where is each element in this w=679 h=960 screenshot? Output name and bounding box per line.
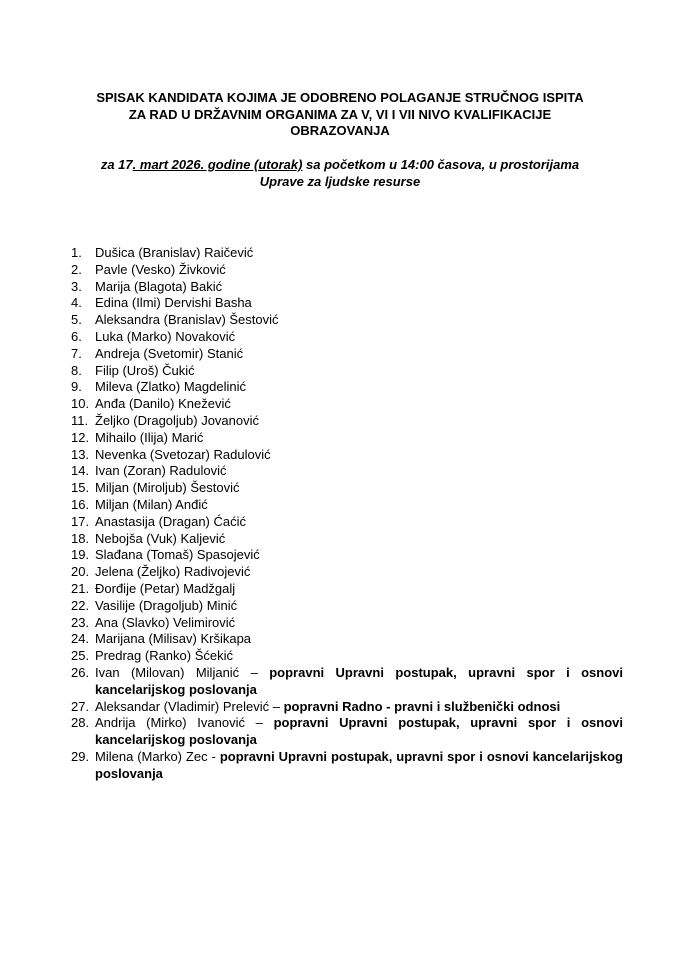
document-title	[40, 90, 640, 140]
candidate-name: Željko (Dragoljub) Jovanović	[95, 412, 260, 428]
list-item-content	[95, 531, 623, 548]
list-item-content	[95, 514, 623, 531]
subtitle-line-1	[40, 156, 640, 173]
list-item	[71, 363, 623, 380]
list-item-number: 8.	[71, 362, 82, 378]
list-item	[71, 631, 623, 648]
candidate-name: Aleksandra (Branislav) Šestović	[95, 312, 279, 328]
candidate-note: popravni Radno - pravni i službenički odnosi	[283, 698, 561, 714]
list-item-number: 9.	[71, 379, 82, 395]
candidate-name: Marijana (Milisav) Kršikapa	[95, 631, 252, 647]
list-item-number: 16.	[71, 496, 90, 512]
list-item-number: 11.	[71, 412, 89, 428]
list-item	[71, 715, 623, 749]
candidate-name: Aleksandar (Vladimir) Prelević –	[95, 698, 284, 714]
list-item-content	[95, 631, 623, 648]
title-line-2: ZA RAD U DRŽAVNIM ORGANIMA ZA V, VI I VII NIVO KVALIFIKACIJE	[128, 106, 552, 122]
list-item-content	[95, 295, 623, 312]
list-item-number: 4.	[71, 295, 82, 311]
title-line-3: OBRAZOVANJA	[290, 123, 390, 138]
list-item	[71, 531, 623, 548]
candidate-name: Marija (Blagota) Bakić	[95, 278, 223, 294]
candidate-name: Mileva (Zlatko) Magdelinić	[95, 379, 246, 395]
list-item-number: 5.	[71, 312, 82, 328]
candidate-name: Jelena (Željko) Radivojević	[95, 564, 251, 580]
list-item	[71, 295, 623, 312]
candidate-list	[71, 245, 623, 783]
list-item-content	[95, 648, 623, 665]
candidate-name: Andrija (Mirko) Ivanović –	[95, 715, 274, 731]
list-item-number: 21.	[71, 580, 90, 596]
list-item-number: 13.	[71, 446, 90, 462]
list-item-content	[95, 379, 623, 396]
list-item	[71, 480, 623, 497]
candidate-name: Andreja (Svetomir) Stanić	[95, 345, 244, 361]
candidate-name: Miljan (Miroljub) Šestović	[95, 480, 240, 496]
list-item-number: 19.	[71, 547, 90, 563]
list-item	[71, 598, 623, 615]
candidate-name: Milena (Marko) Zec -	[95, 748, 220, 764]
list-item-number: 27.	[71, 698, 90, 714]
list-item-number: 7.	[71, 345, 82, 361]
candidate-name: Ana (Slavko) Velimirović	[95, 614, 236, 630]
list-item-number: 28.	[71, 715, 90, 731]
list-item-number: 14.	[71, 463, 90, 479]
candidate-name: Anastasija (Dragan) Ćaćić	[95, 513, 247, 529]
candidate-name: Vasilije (Dragoljub) Minić	[95, 597, 238, 613]
list-item-number: 20.	[71, 564, 90, 580]
list-item-content	[95, 665, 623, 699]
list-item-content	[95, 699, 623, 716]
candidate-name: Mihailo (Ilija) Marić	[95, 429, 204, 445]
candidate-name: Predrag (Ranko) Šćekić	[95, 648, 233, 664]
list-item	[71, 312, 623, 329]
candidate-name: Edina (Ilmi) Dervishi Basha	[95, 295, 252, 311]
list-item-content	[95, 598, 623, 615]
list-item	[71, 615, 623, 632]
list-item-number: 26.	[71, 664, 90, 680]
list-item	[71, 329, 623, 346]
candidate-name: Đorđije (Petar) Madžgalj	[95, 580, 236, 596]
list-item-number: 10.	[71, 396, 90, 412]
list-item	[71, 430, 623, 447]
subtitle-prefix: za 17	[100, 157, 133, 172]
list-item-number: 1.	[71, 245, 82, 260]
list-item-content	[95, 363, 623, 380]
candidate-name: Anđa (Danilo) Knežević	[95, 396, 231, 412]
list-item-number: 18.	[71, 530, 90, 546]
list-item-content	[95, 396, 623, 413]
candidate-name: Filip (Uroš) Čukić	[95, 362, 195, 378]
list-item	[71, 413, 623, 430]
list-item	[71, 514, 623, 531]
candidate-name: Nebojša (Vuk) Kaljević	[95, 530, 226, 546]
candidate-note: popravni Upravni postupak, upravni spor i osnovi kancelarijskog poslovanja	[95, 748, 623, 781]
list-item-number: 6.	[71, 328, 82, 344]
list-item-number: 17.	[71, 513, 90, 529]
list-item	[71, 447, 623, 464]
title-line-1: SPISAK KANDIDATA KOJIMA JE ODOBRENO POLAGANJE STRUČNOG ISPITA	[96, 90, 584, 105]
list-item-content	[95, 615, 623, 632]
list-item-number: 23.	[71, 614, 90, 630]
list-item-number: 29.	[71, 748, 90, 764]
candidate-note: popravni Upravni postupak, upravni spor i osnovi kancelarijskog poslovanja	[95, 664, 623, 697]
list-item-content	[95, 715, 623, 749]
list-item-number: 24.	[71, 631, 90, 647]
exam-date-subtitle	[40, 156, 640, 190]
candidate-name: Miljan (Milan) Anđić	[95, 496, 208, 512]
list-item	[71, 699, 623, 716]
candidate-name: Luka (Marko) Novaković	[95, 328, 236, 344]
list-item-content	[95, 312, 623, 329]
list-item	[71, 547, 623, 564]
list-item	[71, 379, 623, 396]
list-item	[71, 262, 623, 279]
list-item-content	[95, 245, 623, 262]
list-item-content	[95, 329, 623, 346]
list-item-content	[95, 581, 623, 598]
list-item	[71, 497, 623, 514]
candidate-name: Ivan (Milovan) Miljanić –	[95, 664, 270, 680]
list-item-number: 2.	[71, 261, 82, 277]
candidate-note: popravni Upravni postupak, upravni spor i osnovi kancelarijskog poslovanja	[95, 715, 623, 748]
list-item-content	[95, 463, 623, 480]
list-item-number: 22.	[71, 597, 90, 613]
list-item-content	[95, 262, 623, 279]
list-item	[71, 463, 623, 480]
list-item-content	[95, 564, 623, 581]
list-item-number: 3.	[71, 278, 82, 294]
list-item-content	[95, 480, 623, 497]
list-item-number: 12.	[71, 429, 90, 445]
list-item	[71, 396, 623, 413]
list-item-content	[95, 547, 623, 564]
candidate-name: Pavle (Vesko) Živković	[95, 261, 226, 277]
subtitle-suffix: sa početkom u 14:00 časova, u prostorijama	[302, 157, 580, 172]
list-item-content	[95, 346, 623, 363]
candidate-name: Nevenka (Svetozar) Radulović	[95, 446, 271, 462]
list-item-content	[95, 413, 623, 430]
list-item	[71, 749, 623, 783]
list-item	[71, 245, 623, 262]
list-item-number: 15.	[71, 480, 90, 496]
candidate-name: Dušica (Branislav) Raičević	[95, 245, 254, 260]
list-item	[71, 346, 623, 363]
list-item-content	[95, 430, 623, 447]
list-item	[71, 665, 623, 699]
list-item-content	[95, 447, 623, 464]
subtitle-line-2: Uprave za ljudske resurse	[259, 174, 421, 189]
list-item	[71, 648, 623, 665]
list-item-content	[95, 279, 623, 296]
list-item-content	[95, 497, 623, 514]
list-item	[71, 564, 623, 581]
subtitle-date: . mart 2026. godine (utorak)	[132, 157, 303, 172]
candidate-name: Ivan (Zoran) Radulović	[95, 463, 227, 479]
list-item	[71, 581, 623, 598]
candidate-name: Slađana (Tomaš) Spasojević	[95, 547, 260, 563]
list-item-number: 25.	[71, 648, 90, 664]
list-item-content	[95, 749, 623, 783]
list-item	[71, 279, 623, 296]
